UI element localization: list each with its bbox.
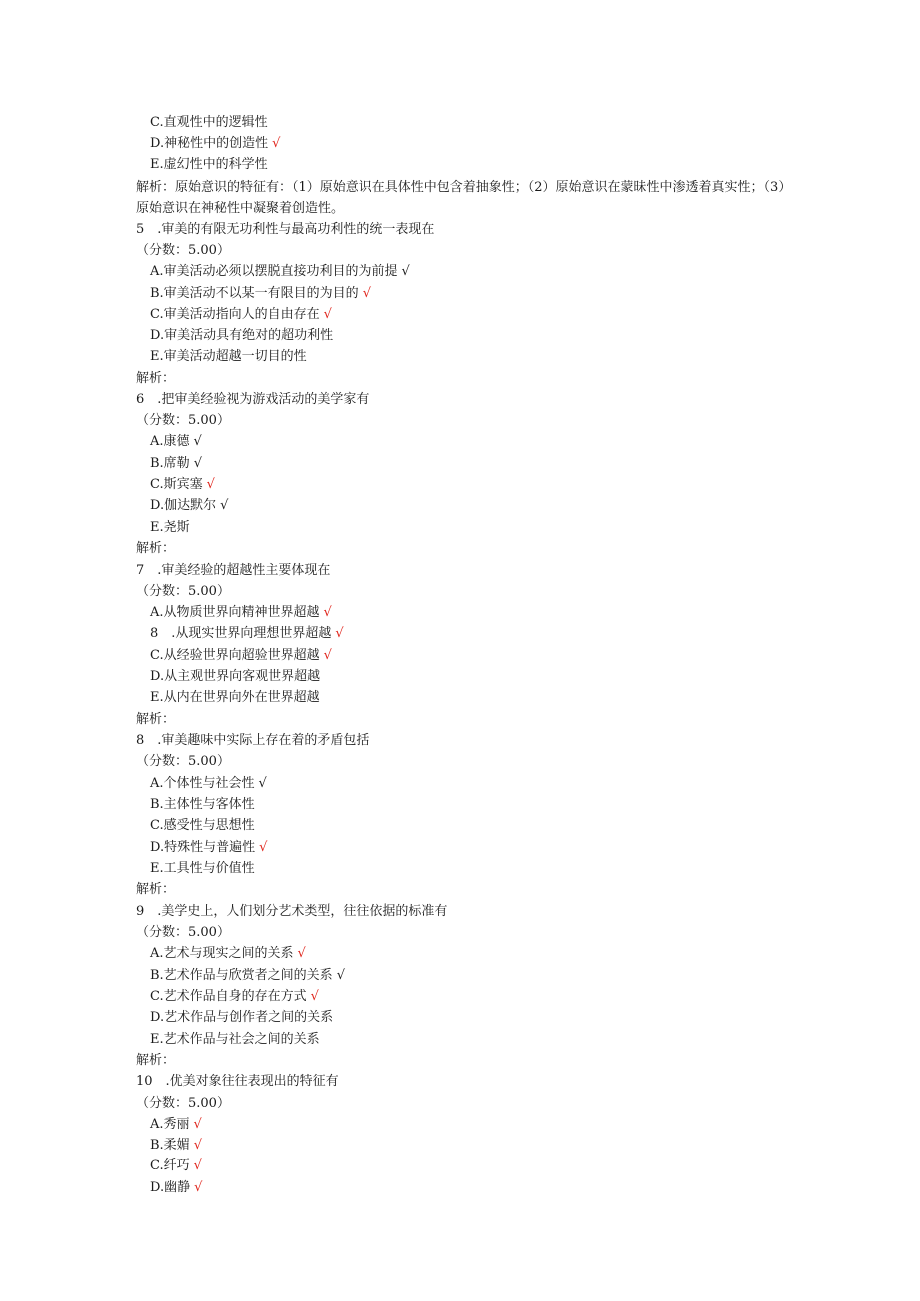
check-mark-icon: √ xyxy=(193,1158,202,1173)
option-d: D.从主观世界向客观世界超越 xyxy=(150,669,321,684)
option-b: 8 .从现实世界向理想世界超越 √ xyxy=(150,626,344,641)
option-a: A.从物质世界向精神世界超越 √ xyxy=(150,605,332,620)
check-mark-icon: √ xyxy=(323,605,332,620)
option-b: B.艺术作品与欣赏者之间的关系 √ xyxy=(150,968,345,983)
check-mark-icon: √ xyxy=(193,434,202,449)
check-mark-icon: √ xyxy=(297,946,306,961)
analysis-label: 解析： xyxy=(136,1053,176,1068)
check-mark-icon: √ xyxy=(323,307,332,322)
option-c: C.审美活动指向人的自由存在 √ xyxy=(150,307,332,322)
option-b: B.主体性与客体性 xyxy=(150,797,255,812)
check-mark-icon: √ xyxy=(193,456,202,471)
analysis-label: 解析： xyxy=(136,541,176,556)
question-stem: 6 .把审美经验视为游戏活动的美学家有 xyxy=(136,392,370,407)
check-mark-icon: √ xyxy=(362,286,371,301)
check-mark-icon: √ xyxy=(310,989,319,1004)
option-a: A.秀丽 √ xyxy=(150,1117,202,1132)
check-mark-icon: √ xyxy=(272,136,281,151)
question-stem: 10 .优美对象往往表现出的特征有 xyxy=(136,1074,339,1089)
question-score: （分数：5.00） xyxy=(136,1096,230,1111)
option-e: E.工具性与价值性 xyxy=(150,861,255,876)
option-a: A.审美活动必须以摆脱直接功利目的为前提 √ xyxy=(150,264,410,279)
option-e: E.从内在世界向外在世界超越 xyxy=(150,690,320,705)
check-mark-icon: √ xyxy=(401,264,410,279)
option-d: D.特殊性与普遍性 √ xyxy=(150,840,268,855)
option-c: C.直观性中的逻辑性 xyxy=(150,115,268,130)
option-c: C.从经验世界向超验世界超越 √ xyxy=(150,648,332,663)
check-mark-icon: √ xyxy=(336,968,345,983)
analysis-label: 解析： xyxy=(136,371,176,386)
option-b: B.审美活动不以某一有限目的为目的 √ xyxy=(150,286,371,301)
option-e: E.审美活动超越一切目的性 xyxy=(150,349,307,364)
option-e: E.尧斯 xyxy=(150,520,190,535)
question-stem: 9 .美学史上，人们划分艺术类型，往往依据的标准有 xyxy=(136,904,448,919)
check-mark-icon: √ xyxy=(193,1138,202,1153)
analysis-text: 解析：原始意识的特征有：（1）原始意识在具体性中包含着抽象性；（2）原始意识在蒙昧性中渗透着真实性；（3）原始意识在神秘性中凝聚着创造性。 xyxy=(136,180,792,216)
option-a: A.艺术与现实之间的关系 √ xyxy=(150,946,306,961)
question-score: （分数：5.00） xyxy=(136,584,230,599)
option-d: D.伽达默尔 √ xyxy=(150,498,229,513)
option-c: C.感受性与思想性 xyxy=(150,818,255,833)
option-c: C.斯宾塞 √ xyxy=(150,477,215,492)
option-a: A.康德 √ xyxy=(150,434,202,449)
option-e: E.艺术作品与社会之间的关系 xyxy=(150,1032,320,1047)
check-mark-icon: √ xyxy=(258,776,267,791)
question-stem: 8 .审美趣味中实际上存在着的矛盾包括 xyxy=(136,733,370,748)
check-mark-icon: √ xyxy=(193,1117,202,1132)
check-mark-icon: √ xyxy=(335,626,344,641)
analysis-label: 解析： xyxy=(136,712,176,727)
option-c: C.纤巧 √ xyxy=(150,1158,202,1173)
question-score: （分数：5.00） xyxy=(136,925,230,940)
check-mark-icon: √ xyxy=(323,648,332,663)
option-d: D.艺术作品与创作者之间的关系 xyxy=(150,1010,334,1025)
option-d: D.审美活动具有绝对的超功利性 xyxy=(150,328,334,343)
question-score: （分数：5.00） xyxy=(136,413,230,428)
option-b: B.柔媚 √ xyxy=(150,1138,202,1153)
option-d: D.神秘性中的创造性 √ xyxy=(150,136,281,151)
check-mark-icon: √ xyxy=(259,840,268,855)
question-score: （分数：5.00） xyxy=(136,243,230,258)
option-d: D.幽静 √ xyxy=(150,1180,203,1195)
analysis-label: 解析： xyxy=(136,882,176,897)
question-stem: 5 .审美的有限无功利性与最高功利性的统一表现在 xyxy=(136,222,435,237)
option-e: E.虚幻性中的科学性 xyxy=(150,157,268,172)
question-stem: 7 .审美经验的超越性主要体现在 xyxy=(136,563,331,578)
option-a: A.个体性与社会性 √ xyxy=(150,776,267,791)
question-score: （分数：5.00） xyxy=(136,754,230,769)
check-mark-icon: √ xyxy=(206,477,215,492)
option-c: C.艺术作品自身的存在方式 √ xyxy=(150,989,319,1004)
check-mark-icon: √ xyxy=(220,498,229,513)
check-mark-icon: √ xyxy=(194,1180,203,1195)
option-b: B.席勒 √ xyxy=(150,456,202,471)
